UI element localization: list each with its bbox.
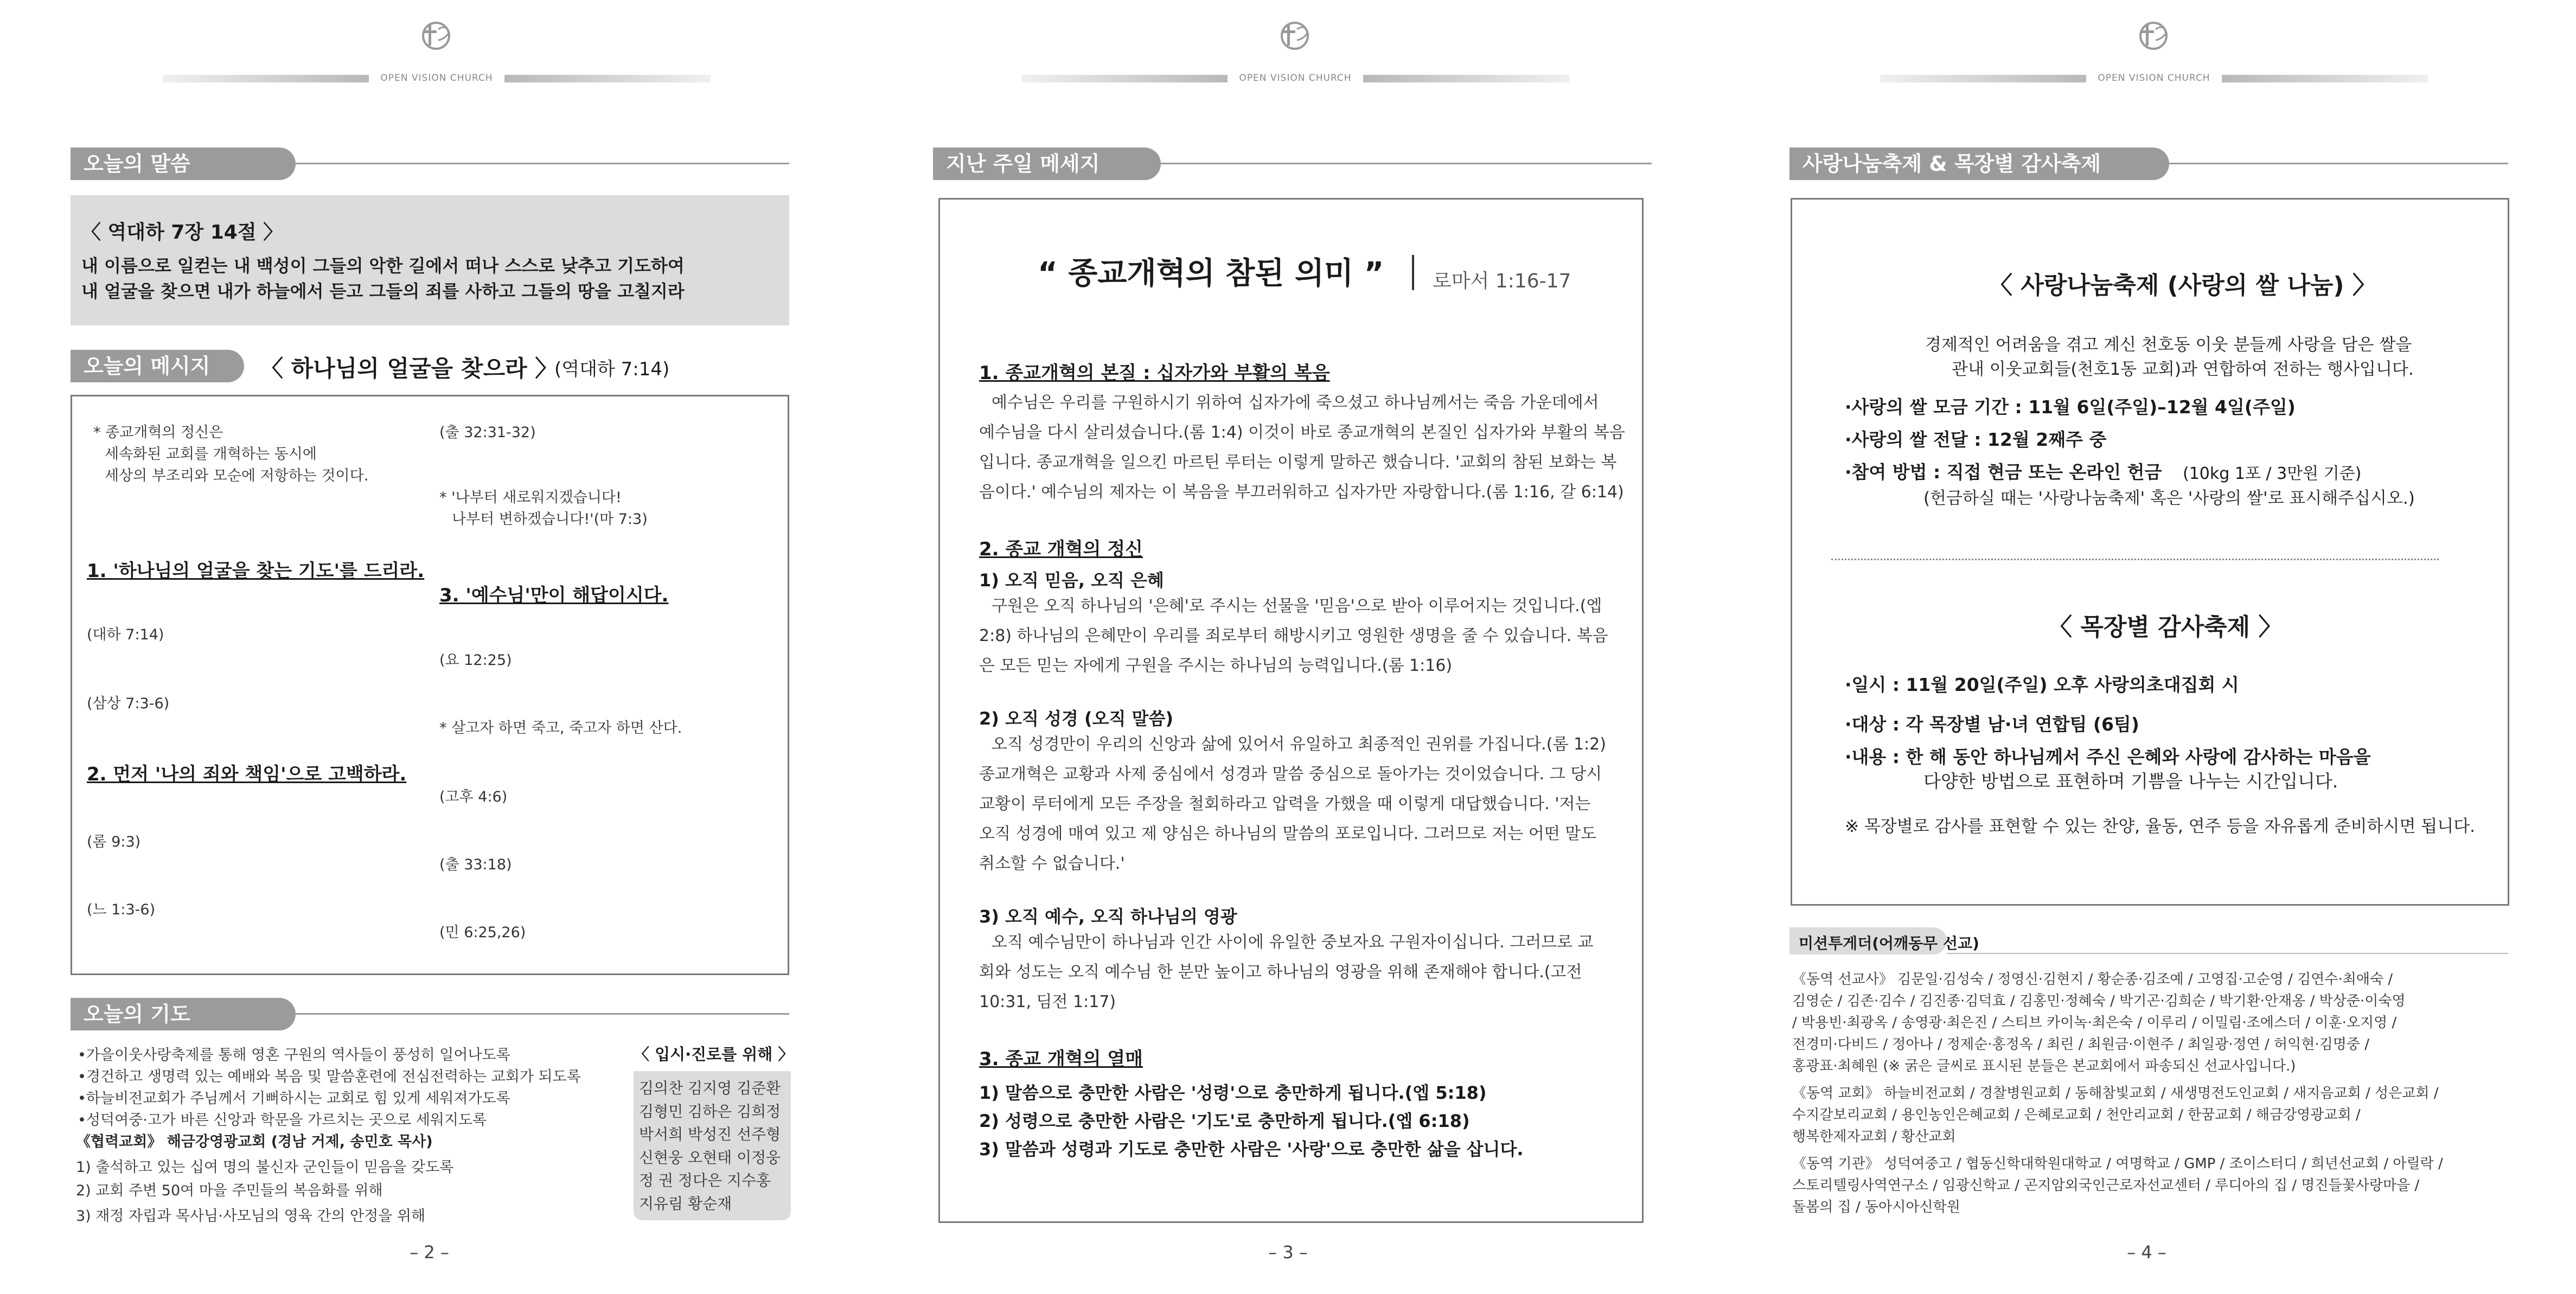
para-line: 은 모든 믿는 자에게 구원을 주시는 하나님의 능력입니다.(롬 1:16) — [979, 656, 1453, 675]
para-line: 입니다. 종교개혁을 일으킨 마르틴 루터는 이렇게 말하곤 했습니다. '교회의 참된 보화는 복 — [979, 453, 1617, 472]
mission-line: / 박용빈·최광옥 / 송영광·최은진 / 스티브 카이녹·최은숙 / 이루리 / 이밀림·조에스더 / 이훈·오지영 / — [1792, 1015, 2397, 1031]
section-tab-word: 오늘의 말씀 — [71, 148, 296, 180]
partner-line: 2) 교회 주변 50여 마을 주민들의 복음화를 위해 — [76, 1182, 383, 1199]
thanks-item-cont: 다양한 방법으로 표현하며 기쁨을 나누는 시간입니다. — [1923, 771, 2338, 792]
prayer-line: •하늘비전교회가 주님께서 기뻐하시는 교회로 힘 있게 세워져가도록 — [78, 1090, 510, 1107]
message-title: 〈 하나님의 얼굴을 찾으라 〉 — [260, 355, 558, 382]
para-line: 회와 성도는 오직 예수님 한 분만 높이고 하나님의 영광을 위해 존재해야 합니다.(고전 — [979, 963, 1582, 982]
header-bar-right — [2222, 75, 2428, 82]
star-line: * 살고자 하면 죽고, 죽고자 하면 산다. — [439, 720, 682, 736]
right-ref: (출 33:18) — [439, 856, 512, 873]
exam-name-row: 정 권 정다은 지수홍 — [639, 1171, 771, 1189]
mission-line: 전경미·다비드 / 정아나 / 정제순·홍정옥 / 최린 / 최원금·이현주 / 최일광·정연 / 허익현·김명중 / — [1792, 1036, 2370, 1053]
sermon-title: “ 종교개혁의 참된 의미 ” — [1038, 256, 1384, 291]
page-number: – 2 – — [410, 1242, 449, 1263]
header-bar-left — [1880, 75, 2086, 82]
heading-1: 1. 종교개혁의 본질 : 십자가와 부활의 복음 — [979, 362, 1330, 384]
page-2 — [0, 0, 859, 1294]
mission-line: 행복한제자교회 / 황산교회 — [1792, 1129, 1956, 1145]
right-ref: (고후 4:6) — [439, 789, 508, 805]
page-header — [0, 16, 859, 84]
mission-line: 《동역 기관》 성덕여중고 / 협동신학대학원대학교 / 여명학교 / GMP / 조이스터디 / 희년선교회 / 아릴락 / — [1792, 1156, 2443, 1172]
thanks-item: ·일시 : 11월 20일(주일) 오후 사랑의초대집회 시 — [1845, 674, 2239, 695]
exam-name-row: 김의찬 김지영 김준환 — [639, 1079, 781, 1097]
festival-intro: 관내 이웃교회들(천호1동 교회)과 연합하여 전하는 행사입니다. — [1952, 360, 2414, 379]
festival-intro: 경제적인 어려움을 겪고 계신 천호동 이웃 분들께 사랑을 담은 쌀을 — [1925, 335, 2412, 355]
page-number: – 4 – — [2127, 1242, 2166, 1263]
partner-line: 1) 출석하고 있는 십여 명의 불신자 군인들이 믿음을 갖도록 — [76, 1159, 454, 1176]
intro-line: 세상의 부조리와 모순에 저항하는 것이다. — [105, 467, 369, 484]
church-name: OPEN VISION CHURCH — [380, 73, 493, 84]
right-ref: (요 12:25) — [439, 652, 512, 669]
church-logo-icon — [418, 16, 456, 54]
page-4 — [1717, 0, 2576, 1294]
left-ref: (대하 7:14) — [87, 626, 164, 643]
divider — [1947, 953, 2508, 954]
right-ref: (출 32:31-32) — [439, 424, 536, 441]
festival-title: 〈 사랑나눔축제 (사랑의 쌀 나눔) 〉 — [1989, 272, 2376, 299]
mission-line: 돌봄의 집 / 동아시아신학원 — [1792, 1199, 1960, 1215]
para-line: 예수님은 우리를 구원하시기 위하여 십자가에 죽으셨고 하나님께서는 죽음 가운데에서 — [992, 393, 1599, 412]
left-ref: (롬 9:3) — [87, 834, 141, 850]
prayer-line: •가을이웃사랑축제를 통해 영혼 구원의 역사들이 풍성히 일어나도록 — [78, 1047, 510, 1064]
page-header — [859, 16, 1717, 84]
mission-line: 스토리텔링사역연구소 / 임광신학교 / 곤지암외국인근로자선교센터 / 루디아의 집 / 명진들꽃사랑마을 / — [1792, 1177, 2420, 1194]
point-1: 1. '하나님의 얼굴을 찾는 기도'를 드리라. — [87, 560, 425, 582]
divider — [2169, 163, 2508, 164]
partner-line: 3) 재정 자립과 목사님·사모님의 영육 간의 안정을 위해 — [76, 1208, 426, 1225]
para-line: 오직 예수님만이 하나님과 인간 사이에 유일한 중보자요 구원자이십니다. 그러므로 교 — [992, 933, 1594, 952]
page-number: – 3 – — [1268, 1242, 1308, 1263]
para-line: 교황이 루터에게 모든 주장을 철회하라고 압력을 가했을 때 이렇게 대답했습니다. '저는 — [979, 795, 1591, 813]
festival-item: ·참여 방법 : 직접 현금 또는 온라인 헌금 — [1845, 462, 2162, 483]
mission-line: 수지갈보리교회 / 용인농인은혜교회 / 은혜로교회 / 천안리교회 / 한꿈교회 / 해금강영광교회 / — [1792, 1107, 2361, 1123]
exam-name-row: 지유림 황순재 — [639, 1195, 732, 1213]
prayer-line: •경건하고 생명력 있는 예배와 복음 및 말씀훈련에 전심전력하는 교회가 되도록 — [78, 1068, 581, 1085]
header-bar-right — [1363, 75, 1569, 82]
left-ref: (느 1:3-6) — [87, 901, 156, 918]
intro-line: * 종교개혁의 정신은 — [93, 424, 223, 441]
para-line: 10:31, 딤전 1:17) — [979, 992, 1116, 1011]
title-separator — [1412, 255, 1414, 290]
para-line: 종교개혁은 교황과 사제 중심에서 성경과 말씀 중심으로 돌아가는 것이었습니다. 그 당시 — [979, 765, 1602, 784]
divider — [1161, 163, 1652, 164]
section-tab-festival: 사랑나눔축제 & 목장별 감사축제 — [1789, 148, 2169, 180]
sermon-ref: 로마서 1:16-17 — [1433, 270, 1571, 292]
church-logo-icon — [2135, 16, 2173, 54]
right-ref: (민 6:25,26) — [439, 924, 526, 941]
church-logo-icon — [1276, 16, 1314, 54]
header-bar-left — [163, 75, 369, 82]
church-name: OPEN VISION CHURCH — [2098, 73, 2210, 84]
scripture-line: 내 이름으로 일컫는 내 백성이 그들의 악한 길에서 떠나 스스로 낮추고 기도하여 — [81, 255, 685, 276]
exam-name-row: 박서희 박성진 선주형 — [639, 1125, 781, 1143]
intro-line: 세속화된 교회를 개혁하는 동시에 — [105, 446, 317, 463]
exam-title: 〈 입시·진로를 위해 〉 — [634, 1045, 794, 1064]
scripture-line: 내 얼굴을 찾으면 내가 하늘에서 듣고 그들의 죄를 사하고 그들의 땅을 고칠지라 — [81, 281, 685, 302]
festival-item: ·사랑의 쌀 전달 : 12월 2째주 중 — [1845, 429, 2107, 450]
section-tab-prayer: 오늘의 기도 — [71, 998, 296, 1030]
message-ref: (역대하 7:14) — [554, 358, 670, 380]
page-header — [1717, 16, 2576, 84]
para-line: 오직 성경에 매여 있고 제 양심은 하나님의 말씀의 포로입니다. 그러므로 저는 어떤 말도 — [979, 824, 1597, 843]
para-line: 구원은 오직 하나님의 '은혜'로 주시는 선물을 '믿음'으로 받아 이루어지는 것입니다.(엡 — [992, 597, 1602, 616]
thanks-item: ·대상 : 각 목장별 남·녀 연합팀 (6팀) — [1845, 714, 2139, 735]
fruit-line: 3) 말씀과 성령과 기도로 충만한 사람은 '사랑'으로 충만한 삶을 삽니다. — [979, 1139, 1524, 1160]
header-bar-right — [504, 75, 711, 82]
divider — [296, 163, 789, 164]
point-2: 2. 먼저 '나의 죄와 책임'으로 고백하라. — [87, 764, 407, 785]
heading-2: 2. 종교 개혁의 정신 — [979, 539, 1143, 560]
festival-note: (헌금하실 때는 '사랑나눔축제' 혹은 '사랑의 쌀'로 표시해주십시오.) — [1923, 489, 2415, 508]
festival-item-extra: (10kg 1포 / 3만원 기준) — [2183, 464, 2362, 483]
partner-title: 《협력교회》 해금강영광교회 (경남 거제, 송민호 목사) — [76, 1133, 433, 1150]
para-line: 취소할 수 없습니다.' — [979, 854, 1125, 873]
thanks-note: ※ 목장별로 감사를 표현할 수 있는 찬양, 율동, 연주 등을 자유롭게 준비하시면 됩니다. — [1845, 817, 2475, 836]
left-ref: (삼상 7:3-6) — [87, 695, 170, 712]
scripture-ref: 〈 역대하 7장 14절 〉 — [81, 221, 283, 244]
subheading: 3) 오직 예수, 오직 하나님의 영광 — [979, 906, 1237, 927]
fruit-line: 2) 성령으로 충만한 사람은 '기도'로 충만하게 됩니다.(엡 6:18) — [979, 1111, 1470, 1131]
exam-name-row: 신현웅 오현태 이정웅 — [639, 1149, 781, 1167]
fruit-line: 1) 말씀으로 충만한 사람은 '성령'으로 충만하게 됩니다.(엡 5:18) — [979, 1082, 1487, 1103]
divider — [296, 1013, 789, 1015]
dotted-divider — [1831, 559, 2439, 560]
festival-box — [1791, 198, 2509, 906]
header-bar-left — [1021, 75, 1228, 82]
mission-line: 《동역 선교사》 김문일·김성숙 / 정영신·김현지 / 황순종·김조예 / 고영집·고순영 / 김연수·최애숙 / — [1792, 971, 2393, 988]
section-tab-last-sermon: 지난 주일 메세지 — [933, 148, 1161, 180]
thanks-title: 〈 목장별 감사축제 〉 — [2048, 613, 2283, 641]
prayer-line: •성덕여중·고가 바른 신앙과 학문을 가르치는 곳으로 세워지도록 — [78, 1112, 487, 1129]
para-line: 음이다.' 예수님의 제자는 이 복음을 부끄러워하고 십자가만 자랑합니다.(롬 1:16, 갈 6:14) — [979, 483, 1624, 502]
section-tab-message: 오늘의 메시지 — [71, 350, 244, 382]
subheading: 1) 오직 믿음, 오직 은혜 — [979, 570, 1164, 591]
mission-line: 홍광표·최혜원 (※ 굵은 글씨로 표시된 분들은 본교회에서 파송되신 선교사입니다.) — [1792, 1058, 2296, 1074]
exam-name-row: 김형민 김하은 김희정 — [639, 1103, 781, 1120]
church-name: OPEN VISION CHURCH — [1239, 73, 1352, 84]
quote-line: 나부터 변하겠습니다!'(마 7:3) — [452, 511, 648, 528]
quote-line: * '나부터 새로워지겠습니다! — [439, 489, 622, 506]
heading-3: 3. 종교 개혁의 열매 — [979, 1048, 1143, 1070]
mission-tab-label: 미션투게더(어깨동무 선교) — [1799, 934, 1979, 952]
mission-line: 김영순 / 김존·김수 / 김진종·김덕효 / 김홍민·정혜숙 / 박기곤·김희순 / 박기환·안재옹 / 박상준·이숙영 — [1792, 993, 2406, 1009]
mission-line: 《동역 교회》 하늘비전교회 / 경찰병원교회 / 동해참빛교회 / 새생명전도인교회 / 새지음교회 / 성은교회 / — [1792, 1085, 2439, 1101]
thanks-item: ·내용 : 한 해 동안 하나님께서 주신 은혜와 사랑에 감사하는 마음을 — [1845, 746, 2371, 767]
festival-item: ·사랑의 쌀 모금 기간 : 11월 6일(주일)–12월 4일(주일) — [1845, 396, 2296, 418]
subheading: 2) 오직 성경 (오직 말씀) — [979, 708, 1173, 729]
page-3 — [859, 0, 1717, 1294]
point-3: 3. '예수님'만이 해답이시다. — [439, 585, 669, 606]
para-line: 2:8) 하나님의 은혜만이 우리를 죄로부터 해방시키고 영원한 생명을 줄 수 있습니다. 복음 — [979, 626, 1608, 645]
para-line: 예수님을 다시 살리셨습니다.(롬 1:4) 이것이 바로 종교개혁의 본질인 십자가와 부활의 복음 — [979, 423, 1625, 442]
para-line: 오직 성경만이 우리의 신앙과 삶에 있어서 유일하고 최종적인 권위를 가집니다.(롬 1:2) — [992, 735, 1606, 754]
